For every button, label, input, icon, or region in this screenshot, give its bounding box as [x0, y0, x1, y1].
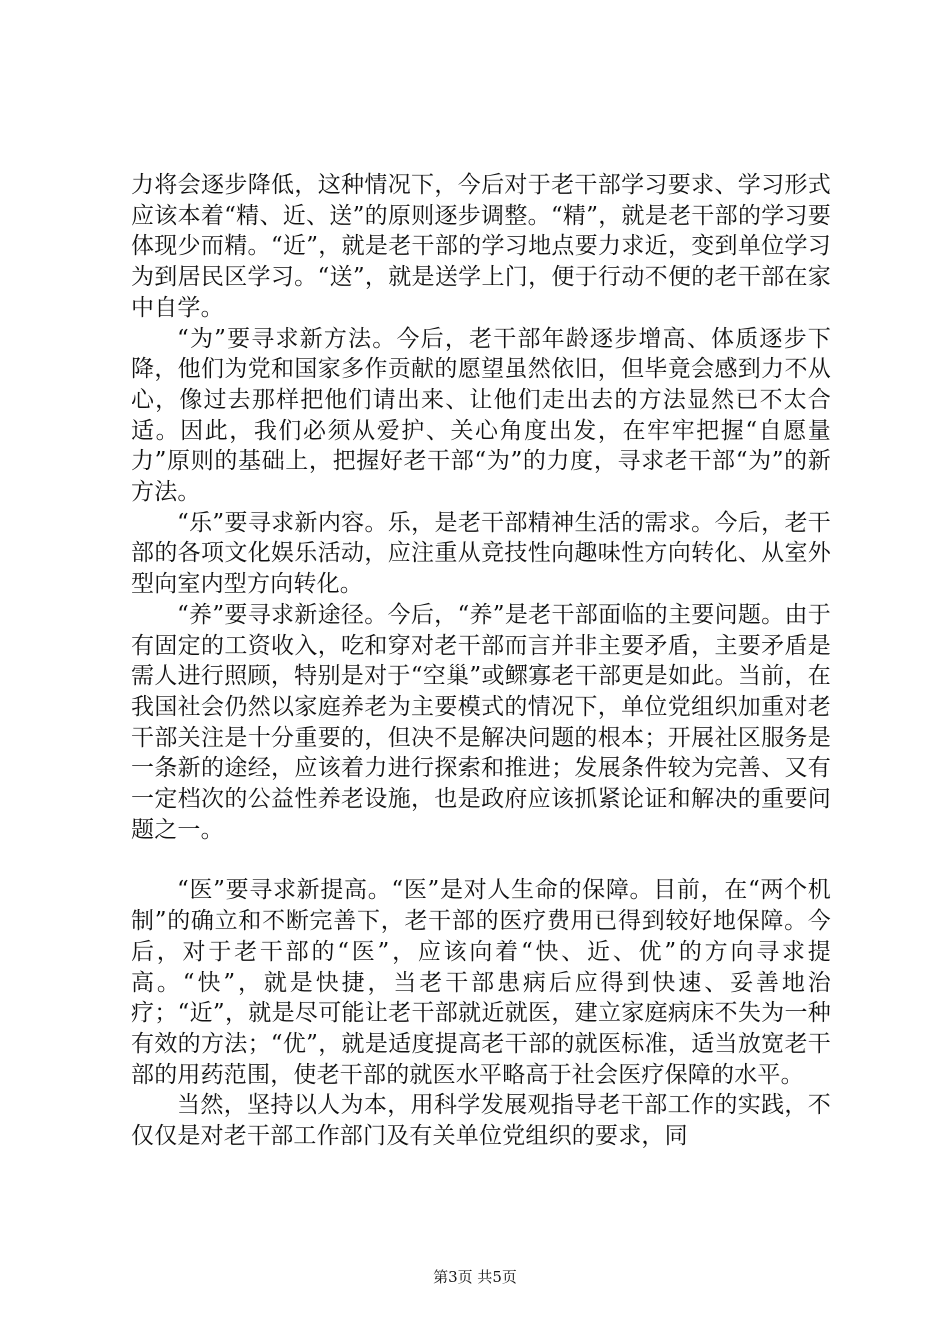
paragraph-yi: “医”要寻求新提高。“医”是对人生命的保障。目前，在“两个机制”的确立和不断完善下，老干部的医疗费用已得到较好地保障。今后，对于老干部的“医”，应该向着“快、近、优”的方向寻求提高。“快”，就是快捷，当老干部患病后应得到快速、妥善地治疗；“近”，就是尽可能让老干部就近就医，建立家庭病床不失为一种有效的方法；“优”，就是适度提高老干部的就医标准，适当放宽老干部的用药范围，使老干部的就医水平略高于社会医疗保障的水平。 [131, 877, 831, 1088]
paragraph-continued: 力将会逐步降低，这种情况下，今后对于老干部学习要求、学习形式应该本着“精、近、送”的原则逐步调整。“精”，就是老干部的学习要体现少而精。“近”，就是老干部的学习地点要力求近，变到单位学习为到居民区学习。“送”，就是送学上门，便于行动不便的老干部在家中自学。 [131, 172, 831, 321]
paragraph-wei: “为”要寻求新方法。今后，老干部年龄逐步增高、体质逐步下降，他们为党和国家多作贡献的愿望虽然依旧，但毕竟会感到力不从心，像过去那样把他们请出来、让他们走出去的方法显然已不太合适。因此，我们必须从爱护、关心角度出发，在牢牢把握“自愿量力”原则的基础上，把握好老干部“为”的力度，寻求老干部“为”的新方法。 [131, 325, 831, 506]
paragraph-le: “乐”要寻求新内容。乐，是老干部精神生活的需求。今后，老干部的各项文化娱乐活动，应注重从竞技性向趣味性方向转化、从室外型向室内型方向转化。 [131, 509, 831, 598]
paragraph-yang: “养”要寻求新途径。今后，“养”是老干部面临的主要问题。由于有固定的工资收入，吃和穿对老干部而言并非主要矛盾，主要矛盾是需人进行照顾，特别是对于“空巢”或鳏寡老干部更是如此。当前，在我国社会仍然以家庭养老为主要模式的情况下，单位党组织加重对老干部关注是十分重要的，但决不是解决问题的根本；开展社区服务是一条新的途经，应该着力进行探索和推进；发展条件较为完善、又有一定档次的公益性养老设施，也是政府应该抓紧论证和解决的重要问题之一。 [131, 601, 831, 843]
page-number-footer: 第3页 共5页 [433, 1268, 517, 1286]
paragraph-gap [131, 845, 831, 875]
paragraph-dangran: 当然，坚持以人为本，用科学发展观指导老干部工作的实践，不仅仅是对老干部工作部门及有关单位党组织的要求，同 [131, 1092, 831, 1150]
body-text [131, 170, 831, 1152]
